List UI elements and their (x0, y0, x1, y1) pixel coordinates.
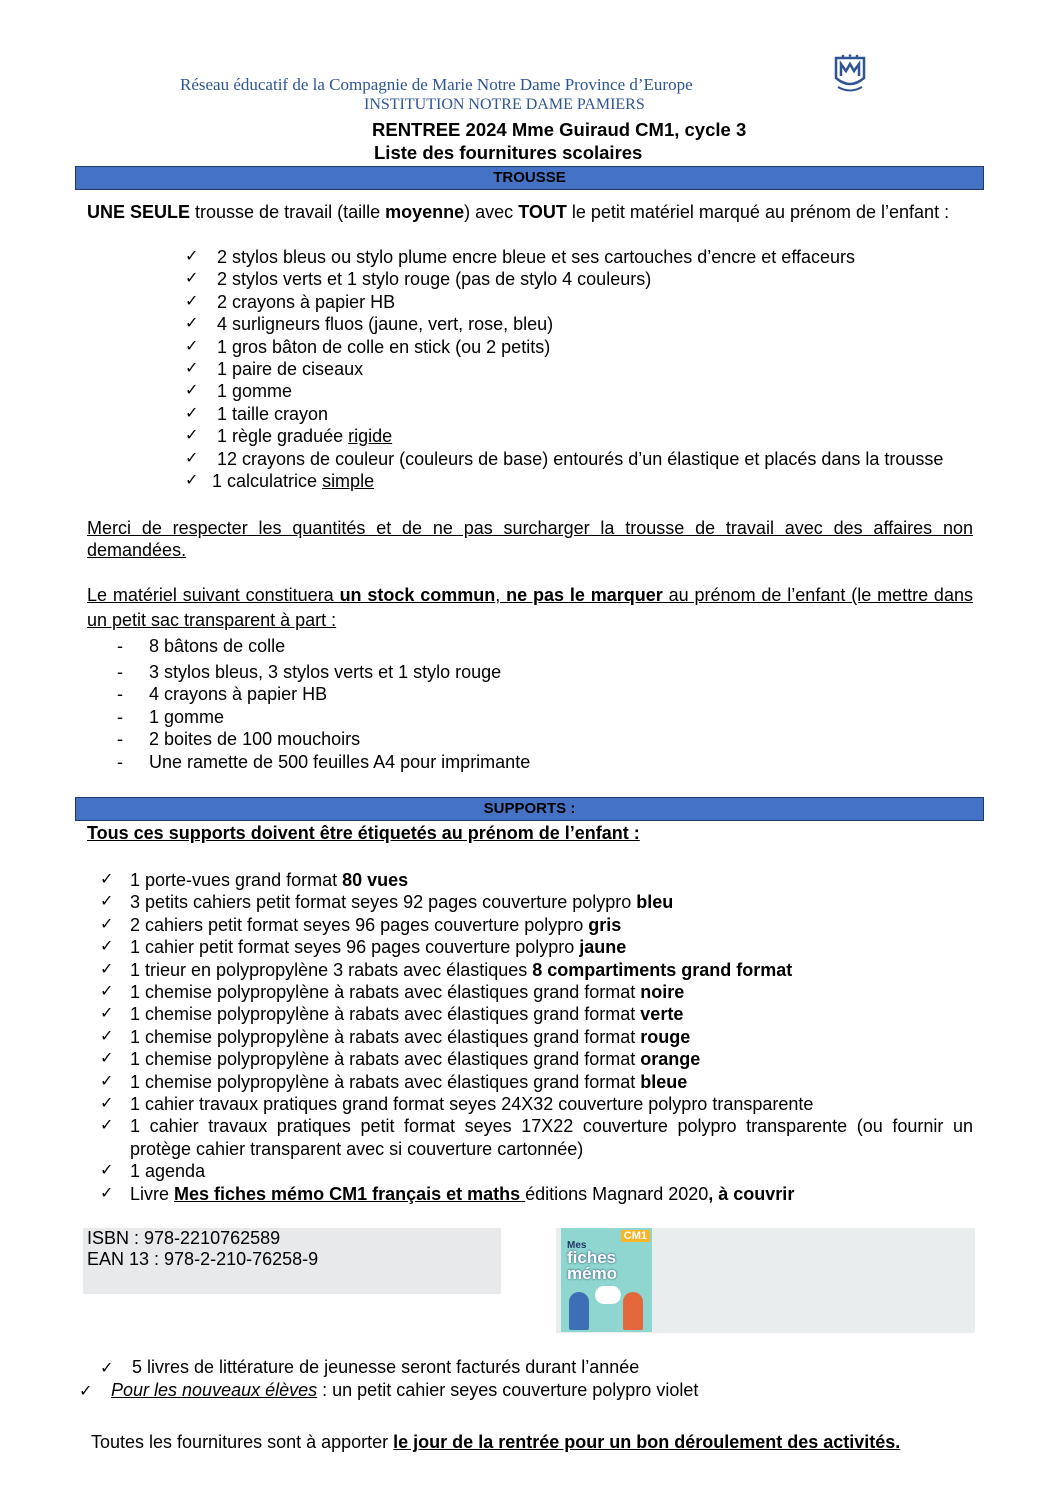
ean-text: EAN 13 : 978-2-210-76258-9 (87, 1249, 319, 1269)
network-name: Réseau éducatif de la Compagnie de Marie Notre Dame Province d’Europe (180, 75, 693, 94)
check-icon: ✓ (100, 1027, 114, 1045)
check-icon: ✓ (185, 248, 199, 265)
stock-note: Le matériel suivant constituera un stock commun, ne pas le marquer au prénom de l’enfant (le mettre dans un petit sac transparent à part : (87, 585, 973, 630)
list-item: ✓ 1 cahier petit format seyes 96 pages couverture polypro jaune (100, 937, 627, 958)
check-icon: ✓ (185, 382, 199, 400)
check-icon: ✓ (185, 360, 199, 378)
list-item: ✓ 1 cahier travaux pratiques petit format seyes 17X22 couverture polypro transparente (ou fournir un protège cahier transparent avec si couverture cartonnée) (100, 1116, 973, 1159)
list-item: ✓ 1 chemise polypropylène à rabats avec élastiques grand format rouge (100, 1026, 691, 1047)
list-item: ✓ 1 cahier travaux pratiques grand format seyes 24X32 couverture polypro transparente (100, 1094, 814, 1115)
check-icon: ✓ (185, 427, 199, 445)
check-icon: ✓ (185, 270, 199, 288)
stock-list (117, 635, 530, 773)
page-subtitle: Liste des fournitures scolaires (374, 142, 643, 163)
trousse-intro: UNE SEULE trousse de travail (taille moyenne) avec TOUT le petit matériel marqué au prénom de l’enfant : (87, 202, 950, 222)
cover-level: CM1 (621, 1230, 650, 1242)
institution-name: INSTITUTION NOTRE DAME PAMIERS (364, 96, 645, 113)
supports-list (100, 869, 973, 1205)
list-item: ✓ 2 crayons à papier HB (185, 291, 396, 312)
list-item: - 2 boites de 100 mouchoirs (117, 729, 361, 749)
final-item-new-students: ✓ Pour les nouveaux élèves : un petit cahier seyes couverture polypro violet (79, 1379, 698, 1403)
trousse-note: Merci de respecter les quantités et de ne pas surcharger la trousse de travail avec des affaires non demandées. (87, 518, 973, 560)
list-item: - 8 bâtons de colle (117, 636, 286, 656)
cover-illustration (569, 1292, 589, 1330)
check-icon: ✓ (100, 1095, 114, 1113)
list-item: - Une ramette de 500 feuilles A4 pour imprimante (117, 751, 531, 772)
check-icon: ✓ (185, 472, 199, 490)
check-icon: ✓ (185, 337, 199, 355)
check-icon: ✓ (100, 1360, 114, 1377)
cover-title-small: Mes (567, 1240, 587, 1251)
list-item: ✓ 1 taille crayon (185, 403, 329, 424)
list-item: - 1 gomme (117, 706, 225, 727)
list-item: - 4 crayons à papier HB (117, 684, 328, 704)
list-item: ✓ 2 stylos bleus ou stylo plume encre bleue et ses cartouches d’encre et effaceurs (185, 247, 856, 267)
page-title: RENTREE 2024 Mme Guiraud CM1, cycle 3 (372, 119, 747, 140)
isbn-text: ISBN : 978-2210762589 (87, 1228, 281, 1248)
check-icon: ✓ (79, 1383, 93, 1400)
list-item: ✓ 1 calculatrice simple (185, 471, 375, 492)
list-item: ✓ 2 stylos verts et 1 stylo rouge (pas de stylo 4 couleurs) (185, 269, 652, 290)
cover-illustration (595, 1286, 621, 1304)
list-item: ✓ 1 chemise polypropylène à rabats avec élastiques grand format bleue (100, 1071, 688, 1092)
final-item-books: ✓ 5 livres de littérature de jeunesse seront facturés durant l’année (100, 1356, 639, 1380)
list-item: ✓ 1 chemise polypropylène à rabats avec élastiques grand format noire (100, 982, 685, 1003)
isbn-box (83, 1228, 501, 1294)
list-item: ✓ 1 agenda (100, 1161, 206, 1182)
school-logo-icon (833, 54, 867, 92)
list-item: ✓ 1 gomme (185, 381, 293, 402)
check-icon: ✓ (100, 1005, 114, 1023)
list-item: ✓ 1 trieur en polypropylène 3 rabats avec élastiques 8 compartiments grand format (100, 959, 793, 980)
check-icon: ✓ (100, 960, 114, 978)
check-icon: ✓ (185, 449, 199, 467)
list-item: ✓ 12 crayons de couleur (couleurs de base) entourés d’un élastique et placés dans la trousse (185, 448, 944, 469)
list-item: ✓ 1 chemise polypropylène à rabats avec élastiques grand format orange (100, 1049, 701, 1070)
check-icon: ✓ (100, 1117, 114, 1135)
closing-note: Toutes les fournitures sont à apporter le jour de la rentrée pour un bon déroulement des activités. (91, 1432, 901, 1452)
trousse-list (185, 246, 973, 492)
book-cover-image (561, 1228, 652, 1332)
list-item: - 3 stylos bleus, 3 stylos verts et 1 stylo rouge (117, 661, 502, 682)
check-icon: ✓ (185, 404, 199, 422)
list-item: ✓ Livre Mes fiches mémo CM1 français et maths éditions Magnard 2020, à couvrir (100, 1183, 795, 1204)
supports-heading: Tous ces supports doivent être étiquetés au prénom de l’enfant : (87, 823, 640, 843)
list-item: ✓ 2 cahiers petit format seyes 96 pages couverture polypro gris (100, 914, 622, 935)
list-item: ✓ 1 paire de ciseaux (185, 359, 364, 380)
list-item: ✓ 4 surligneurs fluos (jaune, vert, rose, bleu) (185, 314, 554, 335)
check-icon: ✓ (100, 915, 114, 933)
check-icon: ✓ (100, 938, 114, 956)
cover-title-big: fiches mémo (567, 1248, 618, 1283)
check-icon: ✓ (100, 871, 114, 888)
check-icon: ✓ (100, 983, 114, 1001)
list-item: ✓ 1 gros bâton de colle en stick (ou 2 petits) (185, 336, 551, 357)
section-band-supports: SUPPORTS : (75, 797, 984, 821)
cover-illustration (623, 1292, 643, 1330)
list-item: ✓ 1 porte-vues grand format 80 vues (100, 870, 409, 890)
check-icon: ✓ (185, 315, 199, 333)
list-item: ✓ 1 règle graduée rigide (185, 426, 393, 447)
check-icon: ✓ (100, 1162, 114, 1180)
list-item: ✓ 1 chemise polypropylène à rabats avec élastiques grand format verte (100, 1004, 684, 1025)
check-icon: ✓ (100, 1184, 114, 1202)
check-icon: ✓ (100, 1072, 114, 1090)
check-icon: ✓ (185, 292, 199, 310)
check-icon: ✓ (100, 893, 114, 911)
list-item: ✓ 3 petits cahiers petit format seyes 92 pages couverture polypro bleu (100, 892, 674, 913)
check-icon: ✓ (100, 1050, 114, 1068)
section-band-trousse: TROUSSE (75, 166, 984, 190)
